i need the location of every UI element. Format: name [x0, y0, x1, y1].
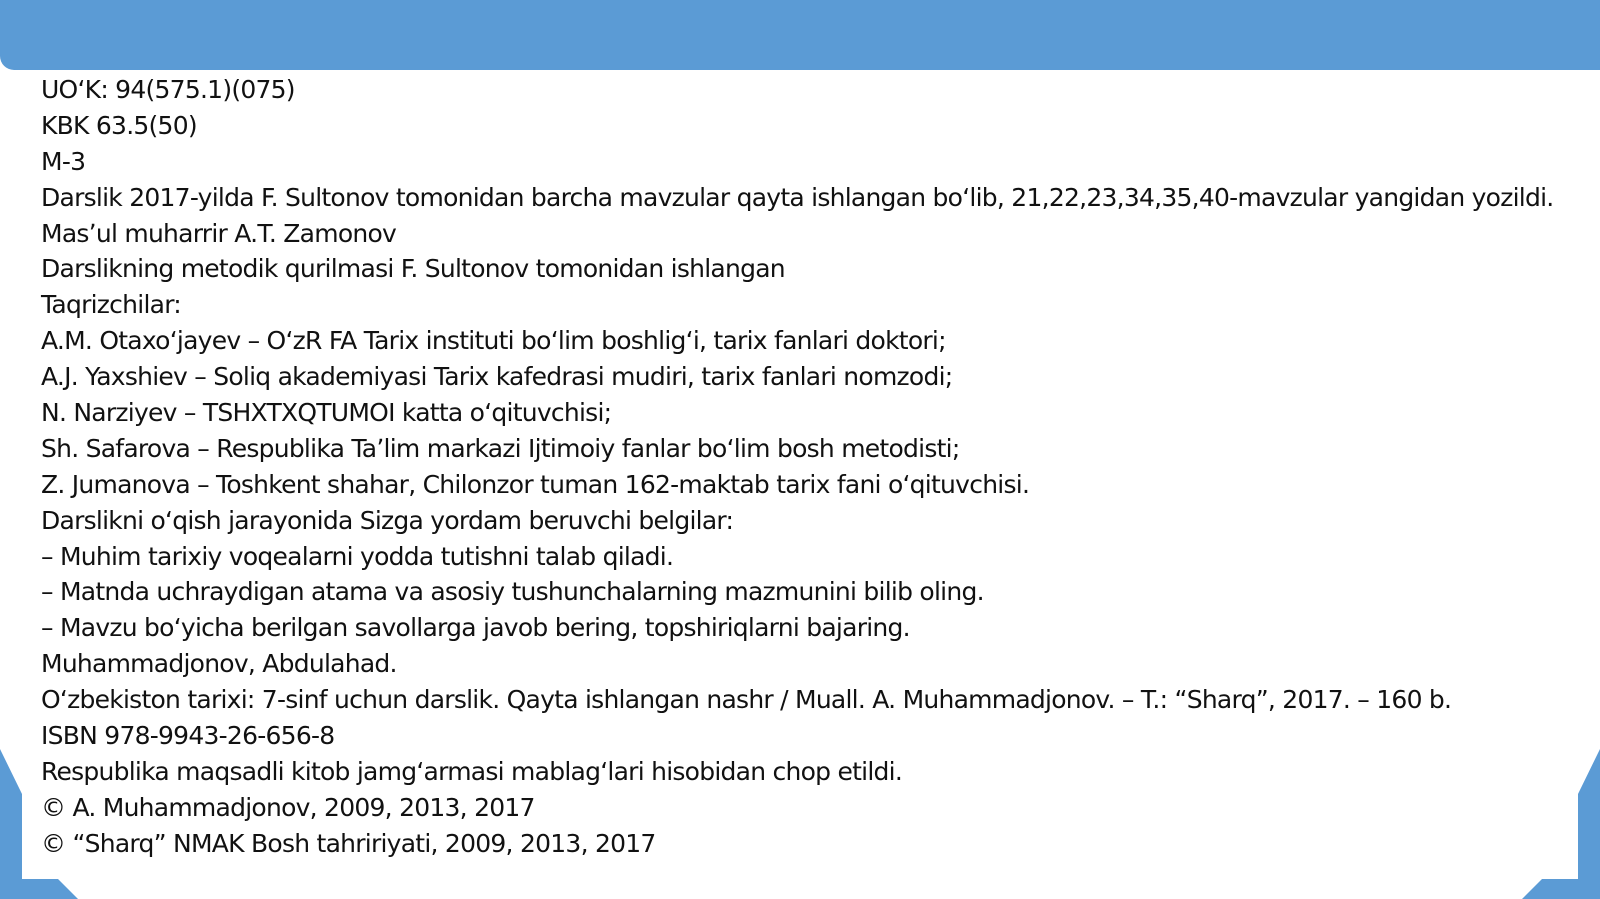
- reviewer-item: Z. Jumanova – Toshkent shahar, Chilonzor tuman 162-maktab tarix fani oʻqituvchisi.: [41, 469, 1030, 499]
- lbc-code: KBK 63.5(50): [41, 110, 197, 140]
- methodical-note: Darslikning metodik qurilmasi F. Sultonov tomonidan ishlangan: [41, 254, 785, 284]
- sign-item: – Matnda uchraydigan atama va asosiy tushunchalarning mazmunini bilib oling.: [41, 577, 984, 607]
- reviewer-item: N. Narziyev – TSHXTXQTUMOI katta oʻqituvchisi;: [41, 398, 612, 428]
- reviewers-heading: Taqrizchilar:: [41, 290, 181, 320]
- sign-item: – Muhim tarixiy voqealarni yodda tutishni talab qiladi.: [41, 541, 674, 571]
- bibliographic-entry: Oʻzbekiston tarixi: 7-sinf uchun darslik. Qayta ishlangan nashr / Muall. A. Muhammadjonov. – T.: “Sharq”, 2017. – 160 b.: [41, 685, 1452, 715]
- author-name: Muhammadjonov, Abdulahad.: [41, 649, 397, 679]
- signs-heading: Darslikni oʻqish jarayonida Sizga yordam beruvchi belgilar:: [41, 505, 734, 535]
- responsible-editor: Masʼul muharrir A.T. Zamonov: [41, 218, 397, 248]
- sign-item: – Mavzu boʻyicha berilgan savollarga javob bering, topshiriqlarni bajaring.: [41, 613, 910, 643]
- copyright-publisher: © “Sharq” NMAK Bosh tahririyati, 2009, 2013, 2017: [41, 828, 656, 858]
- isbn: ISBN 978-9943-26-656-8: [41, 721, 335, 751]
- udc-code: UOʻK: 94(575.1)(075): [41, 75, 295, 104]
- revision-note: Darslik 2017-yilda F. Sultonov tomonidan barcha mavzular qayta ishlangan boʻlib, 21,22,23,34,35,40-mavzular yangidan yozildi.: [41, 182, 1554, 212]
- reviewer-item: A.M. Otaxoʻjayev – OʻzR FA Tarix instituti boʻlim boshligʻi, tarix fanlari doktori;: [41, 326, 946, 356]
- funding-note: Respublika maqsadli kitob jamgʻarmasi mablagʻlari hisobidan chop etildi.: [41, 756, 903, 786]
- reviewer-item: Sh. Safarova – Respublika Taʼlim markazi Ijtimoiy fanlar boʻlim bosh metodisti;: [41, 433, 960, 463]
- header-bar: [0, 0, 1600, 70]
- copyright-author: © A. Muhammadjonov, 2009, 2013, 2017: [41, 792, 535, 822]
- document-text: [41, 72, 1586, 862]
- reviewer-item: A.J. Yaxshiev – Soliq akademiyasi Tarix kafedrasi mudiri, tarix fanlari nomzodi;: [41, 362, 953, 392]
- author-mark: M-3: [41, 146, 86, 176]
